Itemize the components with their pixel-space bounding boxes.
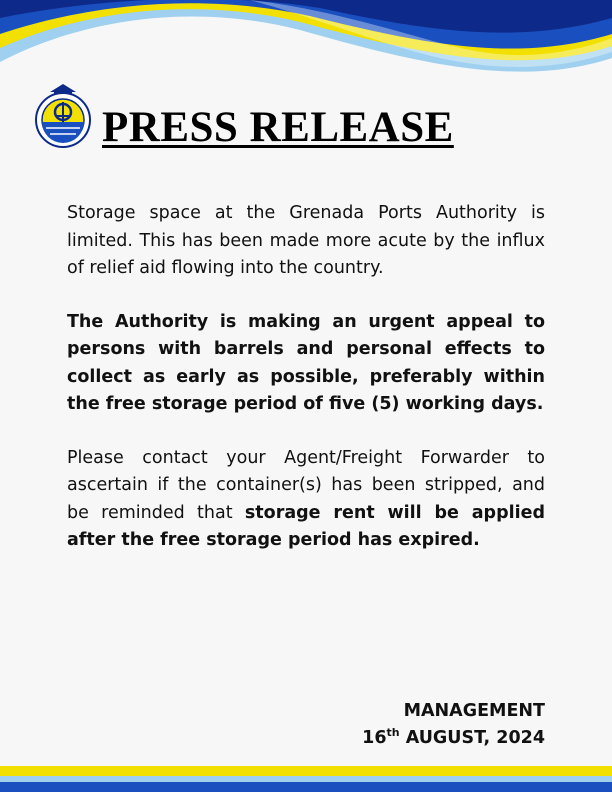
appeal-text: The Authority is making an urgent appeal to persons with barrels and personal effects to collect as early as possible, preferably within the free storage period of five (5) working days. <box>67 311 545 414</box>
storage-rent-notice: storage rent will be applied after the free storage period has expired. <box>67 502 545 550</box>
contact-text: Please contact your Agent/Freight Forwarder to ascertain if the container(s) has been stripped, and be reminded that <box>67 447 545 523</box>
paragraph-contact-agent <box>67 445 545 555</box>
paragraph-urgent-appeal <box>67 309 545 419</box>
footer-stripe <box>0 766 612 792</box>
paragraph-storage-limited: Storage space at the Grenada Ports Authority is limited. This has been made more acute by the influx of relief aid flowing into the country. <box>67 203 545 278</box>
page-title: PRESS RELEASE <box>102 104 454 151</box>
ports-authority-logo <box>28 80 98 150</box>
release-date: 16th AUGUST, 2024 <box>362 726 545 748</box>
press-release-body <box>67 200 545 581</box>
signature-from: MANAGEMENT <box>403 701 545 721</box>
signature-block <box>362 698 545 752</box>
